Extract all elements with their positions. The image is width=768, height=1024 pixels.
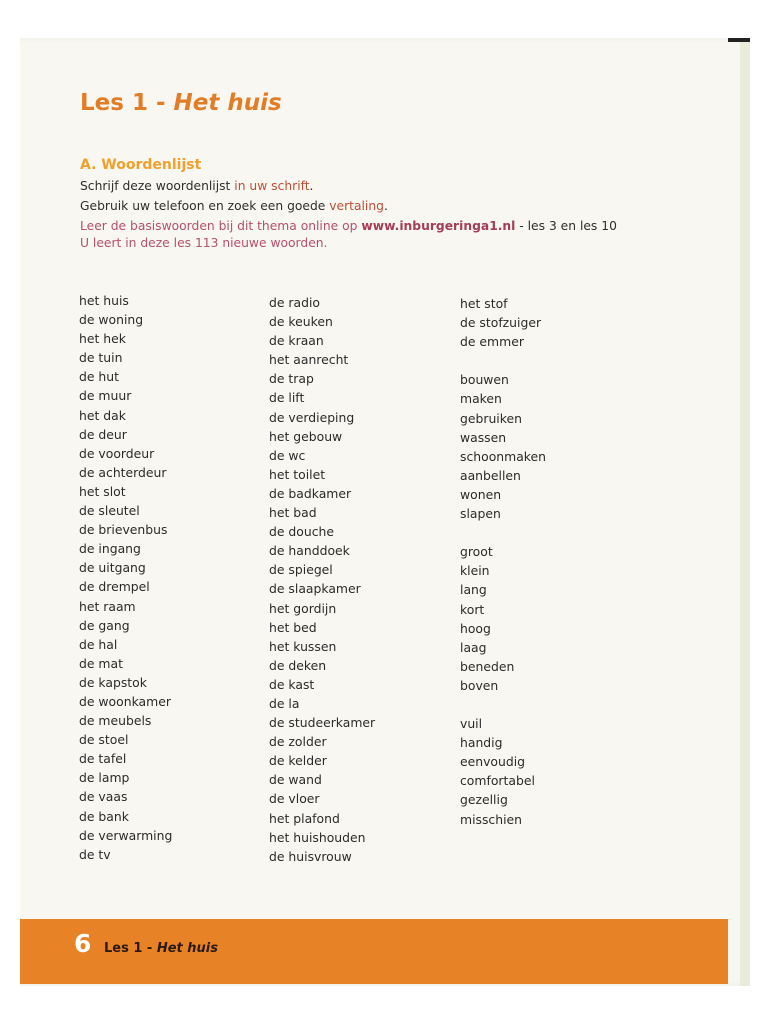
word-item: de verwarming — [79, 827, 173, 843]
word-item: de deur — [79, 426, 127, 442]
instruction-translate-end: . — [383, 199, 388, 213]
word-item: het kussen — [269, 638, 337, 654]
page-number: 6 — [74, 929, 92, 958]
word-item: aanbellen — [460, 467, 521, 483]
word-item: het toilet — [269, 466, 326, 482]
word-item: de tv — [79, 846, 111, 862]
word-item: de meubels — [79, 713, 152, 729]
word-item: de stofzuiger — [460, 315, 542, 331]
word-item: het huishouden — [269, 829, 366, 845]
word-spacer — [460, 351, 546, 370]
word-item: het bed — [269, 619, 317, 635]
word-item: bouwen — [460, 372, 509, 388]
word-item: de studeerkamer — [269, 715, 376, 731]
word-item: de hut — [79, 369, 119, 385]
word-item: de kelder — [269, 753, 327, 769]
word-item: het raam — [79, 598, 136, 614]
word-item: het slot — [79, 483, 126, 499]
instruction-online-text: Leer de basiswoorden bij dit thema online op — [80, 219, 362, 233]
word-item: de voordeur — [79, 445, 155, 461]
word-list-column-3 — [460, 294, 546, 829]
lesson-title-name: Het huis — [173, 90, 282, 116]
word-item: de badkamer — [269, 485, 352, 501]
word-item: de gang — [79, 617, 130, 633]
footer-title-name: Het huis — [156, 941, 218, 956]
word-item: schoonmaken — [460, 448, 547, 464]
word-item: de uitgang — [79, 560, 146, 576]
word-item: wassen — [460, 429, 507, 445]
word-item: de huisvrouw — [269, 848, 352, 864]
instruction-online-lessons: - les 3 en les 10 — [515, 219, 617, 233]
word-item: misschien — [460, 811, 523, 827]
word-item: het huis — [79, 293, 129, 308]
word-item: laag — [460, 639, 487, 655]
word-item: de sleutel — [79, 503, 140, 519]
instruction-word-count: U leert in deze les 113 nieuwe woorden. — [80, 236, 328, 250]
word-item: eenvoudig — [460, 754, 526, 770]
word-item: de lamp — [79, 770, 130, 786]
word-item: de emmer — [460, 334, 524, 350]
word-item: het bad — [269, 505, 317, 521]
word-item: de tuin — [79, 350, 123, 366]
word-item: de vaas — [79, 789, 128, 805]
word-spacer — [460, 523, 546, 542]
word-item: de kast — [269, 676, 315, 692]
word-item: de stoel — [79, 732, 129, 748]
word-list-column-1 — [79, 291, 172, 864]
word-item: de douche — [269, 524, 335, 540]
page-edge — [740, 42, 750, 986]
word-item: vuil — [460, 716, 483, 732]
instruction-write-end: . — [309, 179, 314, 193]
website-link[interactable]: www.inburgeringa1.nl — [361, 219, 516, 233]
word-item: het gebouw — [269, 428, 343, 444]
word-item: de la — [269, 695, 300, 711]
word-item: het gordijn — [269, 600, 337, 616]
word-item: de spiegel — [269, 562, 333, 578]
word-item: de verdieping — [269, 409, 355, 425]
word-item: comfortabel — [460, 773, 535, 789]
instruction-translate-text: Gebruik uw telefoon en zoek een goede — [80, 199, 330, 213]
word-item: hoog — [460, 620, 491, 636]
word-item: de drempel — [79, 579, 150, 595]
word-item: lang — [460, 582, 487, 598]
word-item: de lift — [269, 390, 305, 406]
word-item: de tafel — [79, 751, 127, 767]
footer-title-prefix: Les 1 - — [104, 941, 157, 956]
word-item: de kapstok — [79, 674, 147, 690]
footer-title — [104, 941, 218, 956]
word-item: het dak — [79, 407, 126, 423]
word-list-column-2 — [269, 293, 375, 866]
word-item: de kraan — [269, 333, 324, 349]
word-item: kort — [460, 601, 485, 617]
word-item: boven — [460, 677, 499, 693]
word-item: slapen — [460, 506, 501, 522]
word-item: de slaapkamer — [269, 581, 361, 597]
instruction-translate — [80, 199, 388, 213]
instruction-write — [80, 179, 313, 193]
word-item: groot — [460, 544, 493, 560]
word-item: de handdoek — [269, 543, 350, 559]
instruction-write-text: Schrijf deze woordenlijst — [80, 179, 235, 193]
word-item: de woonkamer — [79, 693, 171, 709]
word-item: de radio — [269, 295, 321, 310]
instruction-translate-highlight: vertaling — [329, 199, 384, 213]
word-item: handig — [460, 735, 503, 751]
lesson-title-prefix: Les 1 - — [80, 90, 174, 116]
word-item: de keuken — [269, 314, 333, 330]
word-item: de deken — [269, 657, 327, 673]
word-item: de achterdeur — [79, 464, 167, 480]
instruction-write-highlight: in uw schrift — [234, 179, 310, 193]
word-item: beneden — [460, 658, 515, 674]
word-item: de bank — [79, 808, 129, 824]
word-item: de ingang — [79, 541, 141, 557]
word-item: gezellig — [460, 792, 508, 808]
word-item: de brievenbus — [79, 522, 168, 538]
section-heading: A. Woordenlijst — [80, 157, 202, 173]
word-item: maken — [460, 391, 502, 407]
word-item: de hal — [79, 636, 118, 652]
word-item: het hek — [79, 331, 126, 347]
word-item: de wand — [269, 772, 322, 788]
word-item: klein — [460, 563, 490, 579]
instruction-online — [80, 219, 617, 233]
word-item: de mat — [79, 655, 123, 671]
word-item: de wc — [269, 447, 306, 463]
word-item: de woning — [79, 312, 144, 328]
word-item: de trap — [269, 371, 314, 387]
word-item: de vloer — [269, 791, 320, 807]
lesson-title — [80, 90, 282, 116]
word-item: het aanrecht — [269, 352, 349, 368]
word-item: de zolder — [269, 734, 327, 750]
word-item: het stof — [460, 296, 508, 311]
word-item: wonen — [460, 486, 502, 502]
word-spacer — [460, 695, 546, 714]
word-item: gebruiken — [460, 410, 522, 426]
word-item: de muur — [79, 388, 132, 404]
word-item: het plafond — [269, 810, 340, 826]
